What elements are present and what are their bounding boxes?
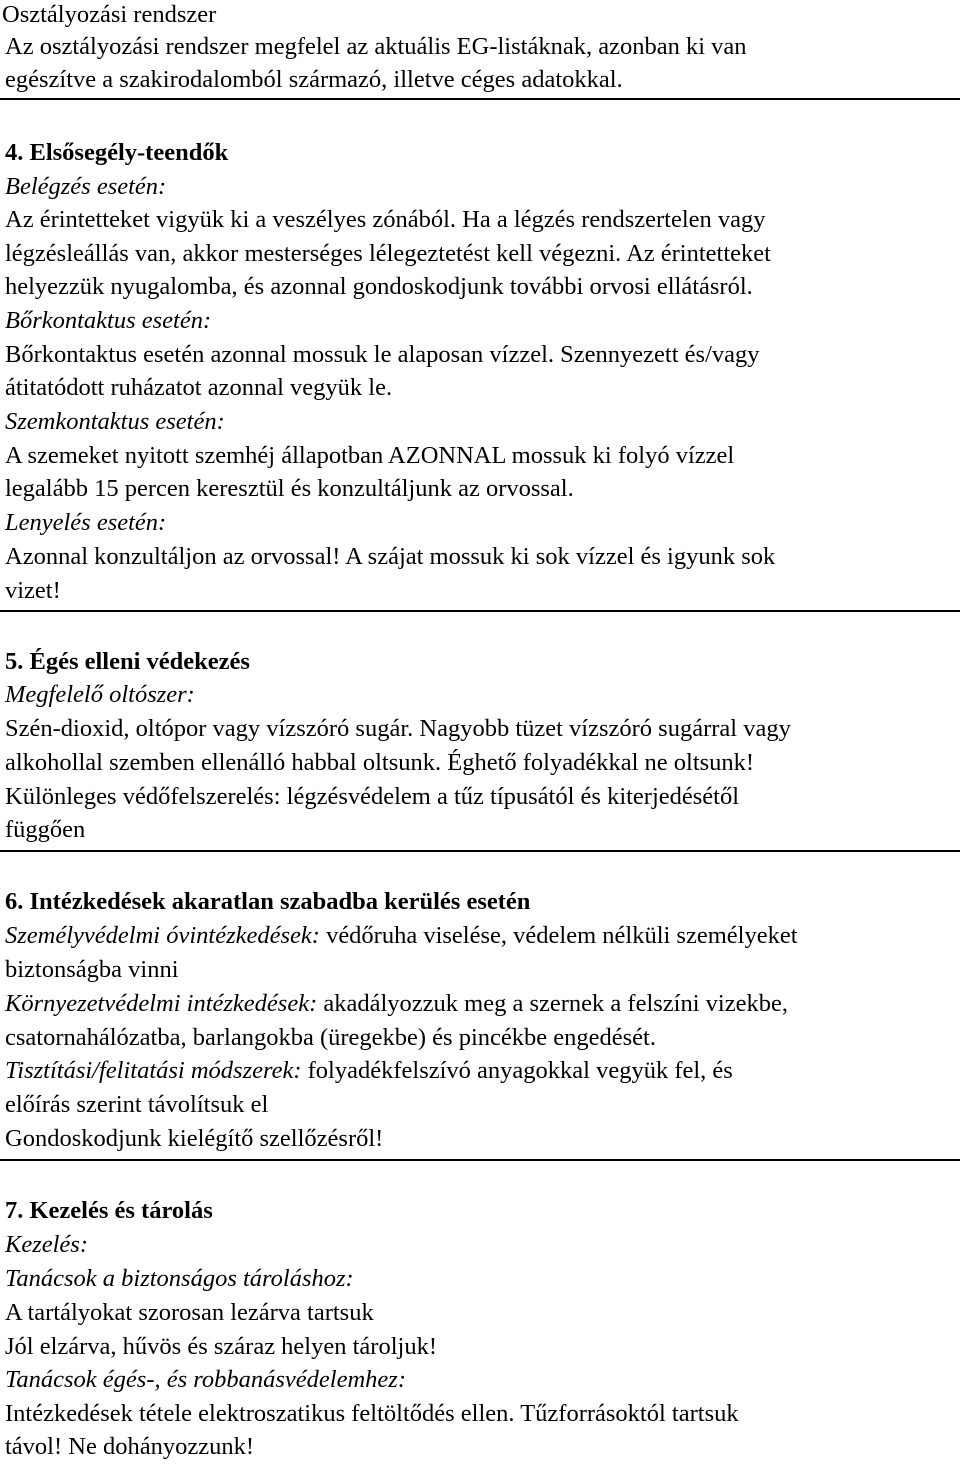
classification-title: Osztályozási rendszer [2,1,217,28]
protective-equipment-line-2: függően [5,816,86,843]
extinguishing-text-line-1: Szén-dioxid, oltópor vagy vízszóró sugár. Nagyobb tüzet vízszóró sugárral vagy [5,715,791,742]
protective-equipment-line-1: Különleges védőfelszerelés: légzésvédelem a tűz típusától és kiterjedésétől [5,783,740,810]
personal-precautions-text: védőruha viselése, védelem nélküli személyeket [319,922,798,949]
fire-protection-label: Tanácsok égés-, és robbanásvédelemhez: [5,1366,406,1393]
cleanup-methods-line-3: Gondoskodjunk kielégítő szellőzésről! [5,1125,384,1152]
section-divider [0,850,960,852]
section-divider [0,1159,960,1161]
fire-protection-text-line-2: távol! Ne dohányozzunk! [5,1433,254,1460]
inhalation-text-line-1: Az érintetteket vigyük ki a veszélyes zónából. Ha a légzés rendszertelen vagy [5,206,766,233]
environmental-precautions-line-1 [5,989,788,1019]
personal-precautions-line-1 [5,921,798,951]
storage-text-line-2: Jól elzárva, hűvös és száraz helyen tároljuk! [5,1333,437,1360]
personal-precautions-line-2: biztonságba vinni [5,956,179,983]
section-5-heading: 5. Égés elleni védekezés [5,648,250,675]
cleanup-methods-text: folyadékfelszívó anyagokkal vegyük fel, és [301,1057,733,1084]
ingestion-label: Lenyelés esetén: [5,509,167,536]
skin-contact-text-line-1: Bőrkontaktus esetén azonnal mossuk le alaposan vízzel. Szennyezett és/vagy [5,341,760,368]
classification-text-line-2: egészítve a szakirodalomból származó, illetve céges adatokkal. [5,66,623,93]
skin-contact-label: Bőrkontaktus esetén: [5,307,212,334]
fire-protection-text-line-1: Intézkedések tétele elektroszatikus feltöltődés ellen. Tűzforrásoktól tartsuk [5,1400,739,1427]
eye-contact-text-line-1: A szemeket nyitott szemhéj állapotban AZONNAL mossuk ki folyó vízzel [5,442,735,469]
cleanup-methods-label: Tisztítási/felitatási módszerek: [5,1057,302,1084]
inhalation-text-line-3: helyezzük nyugalomba, és azonnal gondoskodjunk további orvosi ellátásról. [5,273,753,300]
section-divider [0,610,960,612]
inhalation-text-line-2: légzésleállás van, akkor mesterséges lélegeztetést kell végezni. Az érintetteket [5,240,771,267]
environmental-precautions-label: Környezetvédelmi intézkedések: [5,990,318,1017]
inhalation-label: Belégzés esetén: [5,173,167,200]
personal-precautions-label: Személyvédelmi óvintézkedések: [5,922,320,949]
section-divider [0,98,960,100]
environmental-precautions-text: akadályozzuk meg a szernek a felszíni vizekbe, [317,990,788,1017]
environmental-precautions-line-2: csatornahálózatba, barlangokba (üregekbe) és pincékbe engedését. [5,1024,656,1051]
section-6-heading: 6. Intézkedések akaratlan szabadba kerülés esetén [5,888,531,915]
section-4-heading: 4. Elsősegély-teendők [5,139,229,166]
handling-label: Kezelés: [5,1231,88,1258]
extinguishing-text-line-2: alkohollal szemben ellenálló habbal oltsunk. Éghető folyadékkal ne oltsunk! [5,749,755,776]
ingestion-text-line-2: vizet! [5,577,61,604]
storage-text-line-1: A tartályokat szorosan lezárva tartsuk [5,1299,374,1326]
cleanup-methods-line-1 [5,1056,733,1086]
classification-text-line-1: Az osztályozási rendszer megfelel az aktuális EG-listáknak, azonban ki van [5,33,747,60]
extinguishing-agent-label: Megfelelő oltószer: [5,681,195,708]
eye-contact-text-line-2: legalább 15 percen keresztül és konzultáljunk az orvossal. [5,475,574,502]
section-7-heading: 7. Kezelés és tárolás [5,1197,213,1224]
ingestion-text-line-1: Azonnal konzultáljon az orvossal! A szájat mossuk ki sok vízzel és igyunk sok [5,543,776,570]
storage-label: Tanácsok a biztonságos tároláshoz: [5,1265,354,1292]
eye-contact-label: Szemkontaktus esetén: [5,408,225,435]
skin-contact-text-line-2: átitatódott ruházatot azonnal vegyük le. [5,374,393,401]
cleanup-methods-line-2: előírás szerint távolítsuk el [5,1091,269,1118]
